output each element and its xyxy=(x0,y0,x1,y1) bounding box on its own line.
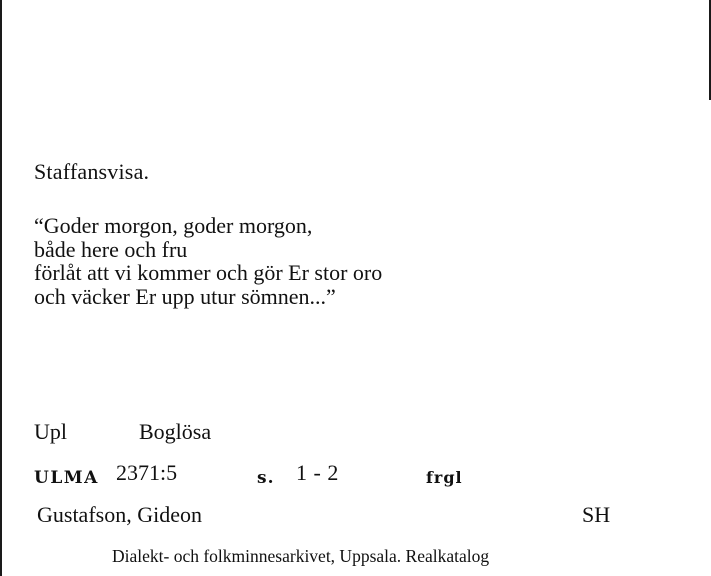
parish-label: Boglösa xyxy=(139,419,212,444)
verse-line: förlåt att vi kommer och gör Er stor oro xyxy=(34,260,383,285)
verse-line: “Goder morgon, goder morgon, xyxy=(34,213,313,238)
verse-text xyxy=(34,214,382,308)
province-label: Upl xyxy=(34,419,67,444)
informant-name: Gustafson, Gideon xyxy=(37,502,202,527)
archive-code: ULMA xyxy=(34,468,99,488)
recorder-initials: SH xyxy=(582,502,611,527)
card-left-edge xyxy=(0,0,2,576)
category-code: frgl xyxy=(426,468,463,487)
song-title: Staffansvisa. xyxy=(34,159,150,184)
verse-line: och väcker Er upp utur sömnen...” xyxy=(34,283,336,309)
verse-line: både here och fru xyxy=(34,236,188,262)
archive-number: 2371:5 xyxy=(116,460,178,485)
archive-footer: Dialekt- och folkminnesarkivet, Uppsala. Realkatalog xyxy=(112,546,490,566)
page-prefix: s. xyxy=(257,468,275,488)
page-range: 1 - 2 xyxy=(296,460,339,485)
